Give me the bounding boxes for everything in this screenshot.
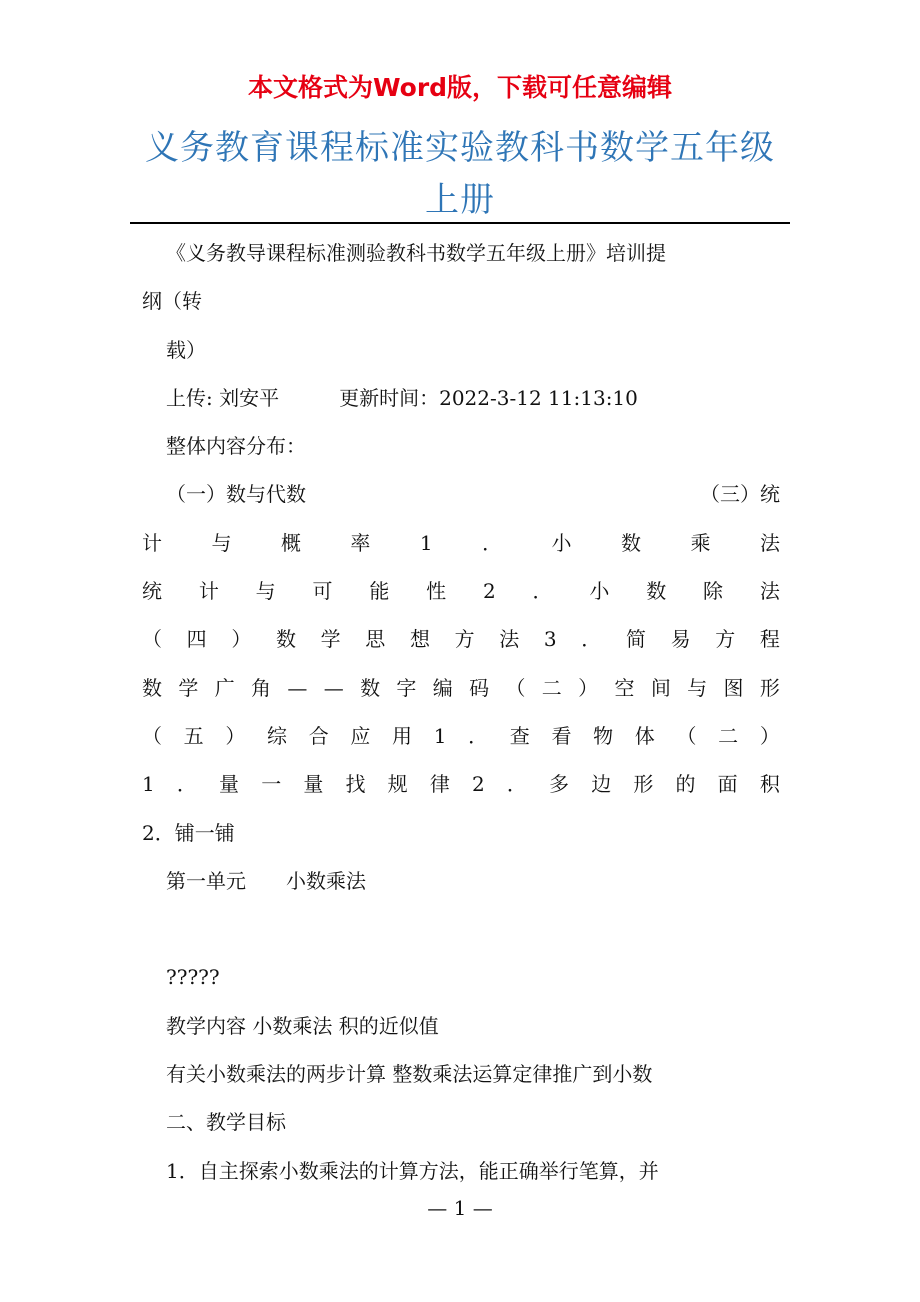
justified-char: ． bbox=[468, 723, 489, 748]
justified-char: 物 bbox=[593, 723, 614, 748]
justified-char: 数 bbox=[142, 675, 162, 700]
justified-char: 律 bbox=[429, 772, 450, 797]
justified-char: 数 bbox=[621, 530, 642, 555]
placeholder-glyphs: ????? bbox=[166, 965, 220, 990]
justified-char: 与 bbox=[255, 579, 276, 604]
justified-line bbox=[142, 624, 780, 672]
justified-char: 1 bbox=[433, 723, 447, 748]
justified-char: 学 bbox=[320, 627, 341, 652]
justified-char: 可 bbox=[312, 579, 333, 604]
justified-char: 与 bbox=[211, 530, 232, 555]
download-banner: 本文格式为Word版，下载可任意编辑 bbox=[247, 73, 673, 102]
justified-char: 角 bbox=[251, 675, 272, 700]
document-title bbox=[0, 122, 920, 226]
justified-char: 二 bbox=[718, 723, 739, 748]
justified-char: 程 bbox=[759, 627, 780, 652]
justified-char: 的 bbox=[675, 772, 696, 797]
justified-char: 1 bbox=[142, 772, 155, 797]
justified-char: 方 bbox=[715, 627, 736, 652]
justified-char: 形 bbox=[633, 772, 654, 797]
paragraph-line: 纲（转 bbox=[142, 289, 202, 314]
justified-char: 体 bbox=[634, 723, 655, 748]
justified-char: 合 bbox=[308, 723, 329, 748]
justified-char: 计 bbox=[198, 579, 219, 604]
justified-char: 查 bbox=[509, 723, 530, 748]
justified-char: 小 bbox=[589, 579, 610, 604]
uploader: 上传: 刘安平 bbox=[166, 385, 280, 410]
justified-char: 五 bbox=[183, 723, 204, 748]
justified-char: 一 bbox=[261, 772, 282, 797]
paragraph-line bbox=[142, 479, 780, 527]
justified-line bbox=[142, 576, 780, 624]
upload-info-line bbox=[142, 383, 780, 431]
justified-char: — bbox=[323, 675, 344, 700]
title-line-2: 上册 bbox=[425, 180, 495, 220]
blank-line bbox=[142, 914, 780, 962]
justified-char: 数 bbox=[360, 675, 381, 700]
justified-char: ． bbox=[482, 530, 503, 555]
justified-char: 码 bbox=[469, 675, 490, 700]
paragraph-line: 整体内容分布： bbox=[166, 434, 306, 459]
justified-char: 能 bbox=[369, 579, 390, 604]
justified-char: 空 bbox=[614, 675, 635, 700]
justified-char: 计 bbox=[142, 530, 162, 555]
paragraph-line: 载） bbox=[166, 337, 206, 362]
justified-char: 概 bbox=[280, 530, 301, 555]
justified-char: 数 bbox=[275, 627, 296, 652]
justified-char: 找 bbox=[345, 772, 366, 797]
justified-char: 小 bbox=[551, 530, 572, 555]
justified-char: 法 bbox=[759, 579, 780, 604]
justified-char: （ bbox=[142, 723, 162, 748]
justified-char: ） bbox=[759, 723, 780, 748]
justified-char: 除 bbox=[703, 579, 724, 604]
paragraph-line: 1．自主探索小数乘法的计算方法，能正确举行笔算，并 bbox=[166, 1158, 659, 1183]
paragraph-line: 《义务教导课程标准测验教科书数学五年级上册》培训提 bbox=[166, 241, 666, 265]
justified-char: 间 bbox=[650, 675, 671, 700]
justified-char: ） bbox=[225, 723, 246, 748]
justified-char: （ bbox=[505, 675, 526, 700]
justified-char: 二 bbox=[541, 675, 562, 700]
justified-char: 编 bbox=[432, 675, 453, 700]
justified-line bbox=[142, 673, 780, 721]
justified-char: 2 bbox=[471, 772, 485, 797]
justified-char: 边 bbox=[591, 772, 612, 797]
justified-char: 率 bbox=[350, 530, 371, 555]
justified-char: （ bbox=[676, 723, 697, 748]
justified-char: 形 bbox=[759, 675, 780, 700]
unit-number: 第一单元 bbox=[166, 868, 246, 893]
justified-line bbox=[142, 721, 780, 769]
justified-char: 数 bbox=[646, 579, 667, 604]
paragraph-line: 教学内容 小数乘法 积的近似值 bbox=[166, 1013, 439, 1038]
justified-char: 方 bbox=[454, 627, 475, 652]
justified-char: ） bbox=[231, 627, 252, 652]
justified-char: 字 bbox=[396, 675, 417, 700]
justified-char: 2 bbox=[482, 579, 496, 604]
justified-char: ． bbox=[581, 627, 602, 652]
justified-char: ） bbox=[578, 675, 599, 700]
justified-char: ． bbox=[532, 579, 553, 604]
justified-char: 1 bbox=[419, 530, 433, 555]
justified-char: 3 bbox=[543, 627, 557, 652]
justified-char: 综 bbox=[267, 723, 288, 748]
justified-line bbox=[142, 769, 780, 817]
update-time: 更新时间：2022-3-12 11:13:10 bbox=[339, 385, 638, 410]
justified-char: 广 bbox=[214, 675, 235, 700]
section-numbers-algebra: （一）数与代数 bbox=[166, 482, 306, 507]
justified-char: 乘 bbox=[690, 530, 711, 555]
justified-char: 积 bbox=[759, 772, 780, 797]
justified-char: — bbox=[287, 675, 308, 700]
justified-char: 规 bbox=[387, 772, 408, 797]
justified-char: （ bbox=[142, 627, 162, 652]
justified-char: 四 bbox=[186, 627, 207, 652]
justified-char: 思 bbox=[365, 627, 386, 652]
justified-char: 面 bbox=[717, 772, 738, 797]
justified-char: ． bbox=[176, 772, 197, 797]
paragraph-line: 有关小数乘法的两步计算 整数乘法运算定律推广到小数 bbox=[166, 1062, 653, 1087]
unit-name: 小数乘法 bbox=[286, 868, 366, 893]
justified-char: 量 bbox=[219, 772, 240, 797]
section-heading: 二、教学目标 bbox=[166, 1110, 286, 1135]
title-line-1: 义务教育课程标准实验教科书数学五年级 bbox=[145, 128, 775, 168]
justified-char: 学 bbox=[178, 675, 199, 700]
justified-char: 看 bbox=[551, 723, 572, 748]
justified-char: 多 bbox=[549, 772, 570, 797]
justified-char: ． bbox=[506, 772, 527, 797]
title-divider bbox=[130, 222, 790, 224]
paragraph-line: 2．铺一铺 bbox=[142, 820, 235, 845]
justified-char: 想 bbox=[409, 627, 430, 652]
unit-heading bbox=[142, 866, 780, 914]
document-body bbox=[142, 238, 780, 1204]
justified-char: 用 bbox=[392, 723, 413, 748]
justified-char: 性 bbox=[426, 579, 447, 604]
justified-char: 量 bbox=[303, 772, 324, 797]
justified-char: 统 bbox=[142, 579, 162, 604]
justified-line bbox=[142, 528, 780, 576]
section-statistics: （三）统 bbox=[700, 482, 780, 507]
justified-char: 应 bbox=[350, 723, 371, 748]
justified-char: 易 bbox=[670, 627, 691, 652]
page-number: — 1 — bbox=[427, 1196, 493, 1220]
justified-char: 与 bbox=[687, 675, 708, 700]
justified-char: 图 bbox=[723, 675, 744, 700]
justified-char: 法 bbox=[759, 530, 780, 555]
justified-char: 法 bbox=[499, 627, 520, 652]
justified-char: 简 bbox=[625, 627, 646, 652]
